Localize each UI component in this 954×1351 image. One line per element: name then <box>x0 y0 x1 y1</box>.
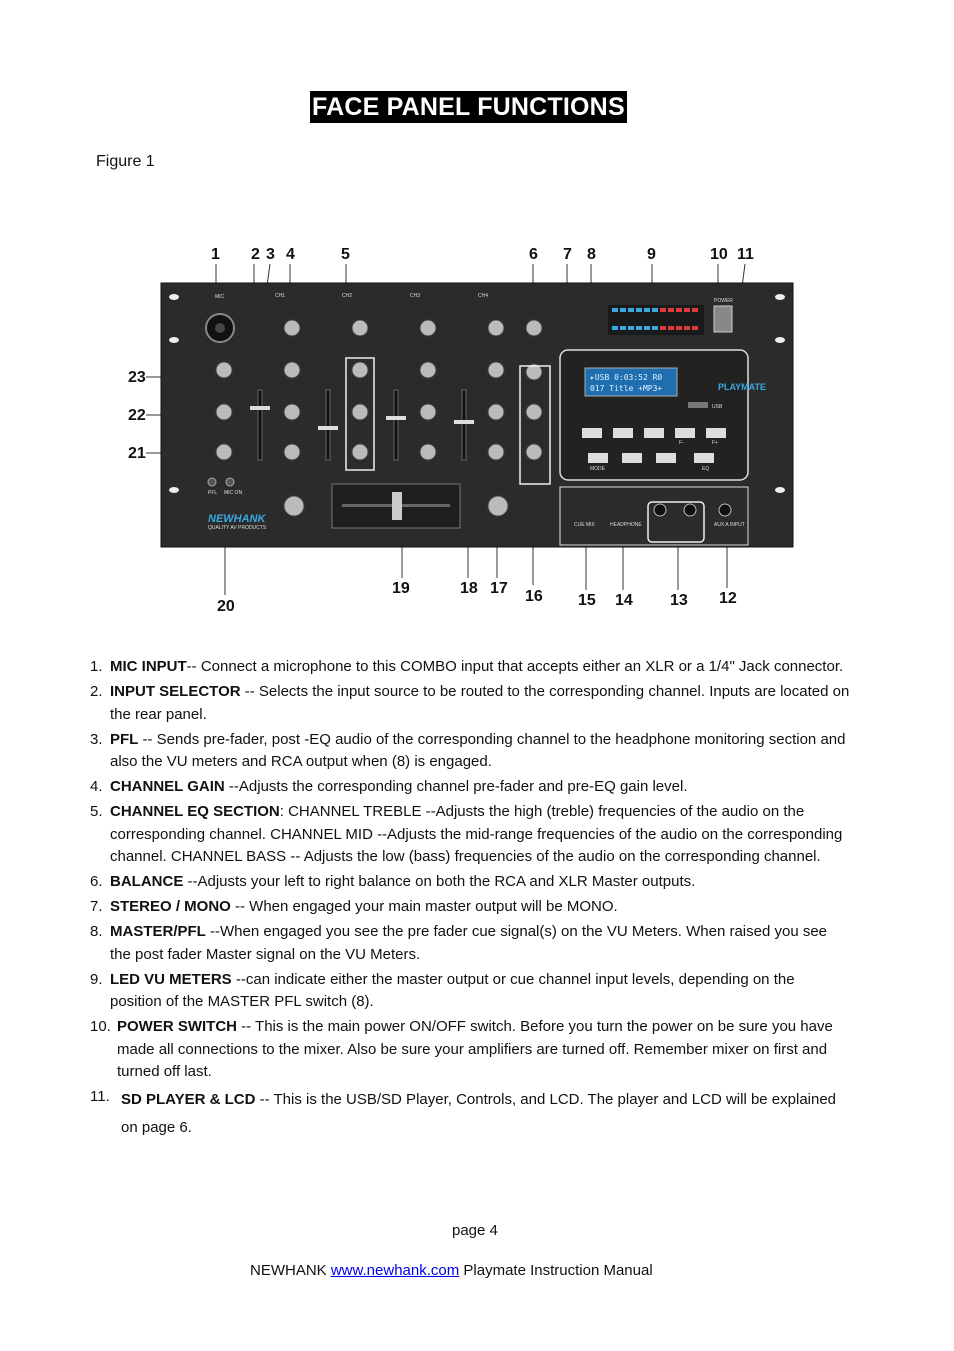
brand-sub: QUALITY AV PRODUCTS <box>208 525 267 531</box>
lcd-line-1: ▸USB 0:03:52 R0 <box>590 373 663 382</box>
mic-on-label: MIC ON <box>224 490 243 496</box>
lcd-line-2: 017 Title +MP3+ <box>590 384 663 393</box>
list-item: 11. SD PLAYER & LCD -- This is the USB/SD Player, Controls, and LCD. The player and LCD will be explained on page 6. <box>90 1088 837 1136</box>
pfl-label: PFL <box>208 490 218 496</box>
aux-input-label: AUX A INPUT <box>714 522 745 528</box>
callout-7: 7 <box>563 246 572 263</box>
ch4-label: CH4 <box>478 293 489 299</box>
f-minus-label: F- <box>679 440 684 446</box>
eq-label: EQ <box>702 466 710 472</box>
f-plus-label: F+ <box>712 440 718 446</box>
function-list <box>90 656 850 1145</box>
callout-10: 10 <box>710 246 728 263</box>
callout-13: 13 <box>670 592 688 609</box>
callout-6: 6 <box>529 246 538 263</box>
footer-brand: NEWHANK <box>250 1262 327 1279</box>
callout-22: 22 <box>128 407 146 424</box>
callout-4: 4 <box>286 246 295 263</box>
page-number: page 4 <box>452 1222 498 1239</box>
footer <box>250 1262 653 1279</box>
callout-16: 16 <box>525 588 543 605</box>
figure-label: Figure 1 <box>96 153 155 170</box>
callout-15: 15 <box>578 592 596 609</box>
callout-19: 19 <box>392 580 410 597</box>
list-item: 1. MIC INPUT-- Connect a microphone to this COMBO input that accepts either an XLR or a 1/4" Jack connector. <box>90 658 844 675</box>
brand-logo: NEWHANK <box>208 513 266 525</box>
list-item: 9. LED VU METERS --can indicate either the master output or cue channel input levels, depending on the position of the MASTER PFL switch (8). <box>90 970 795 1010</box>
list-item: 3. PFL -- Sends pre-fader, post -EQ audio of the corresponding channel to the headphone monitoring section and also the VU meters and RCA output when (8) is engaged. <box>90 730 846 770</box>
callout-17: 17 <box>490 580 508 597</box>
callout-23: 23 <box>128 369 146 386</box>
list-item: 7. STEREO / MONO -- When engaged your main master output will be MONO. <box>90 898 618 915</box>
list-item: 2. INPUT SELECTOR -- Selects the input source to be routed to the corresponding channel. Inputs are located on the rear panel. <box>90 683 850 723</box>
callout-3: 3 <box>266 246 275 263</box>
list-item: 10. POWER SWITCH -- This is the main power ON/OFF switch. Before you turn the power on be sure you have made all connections to the mixer. Also be sure your amplifiers are turned off. Remember mixer on first and turned off last. <box>90 1018 833 1080</box>
callout-20: 20 <box>217 598 235 615</box>
list-item: 5. CHANNEL EQ SECTION: CHANNEL TREBLE --Adjusts the high (treble) frequencies of the audio on the corresponding channel. CHANNEL MID --Adjusts the mid-range frequencies of the audio on the corresponding channel. CHANNEL BASS -- Adjusts the low (bass) frequencies of the audio on the corresponding channel. <box>90 803 843 865</box>
playmate-logo: PLAYMATE <box>718 382 767 392</box>
list-item: 6. BALANCE --Adjusts your left to right balance on both the RCA and XLR Master outputs. <box>90 873 696 890</box>
callout-18: 18 <box>460 580 478 597</box>
cue-mix-label: CUE MIX <box>574 522 595 528</box>
headphone-label: HEADPHONE <box>610 522 642 528</box>
callout-14: 14 <box>615 592 633 609</box>
mode-label: MODE <box>590 466 605 472</box>
callout-9: 9 <box>647 246 656 263</box>
callout-2: 2 <box>251 246 260 263</box>
callout-12: 12 <box>719 590 737 607</box>
ch3-label: CH3 <box>410 293 421 299</box>
ch2-label: CH2 <box>342 293 353 299</box>
callout-21: 21 <box>128 445 146 462</box>
mixer-panel-illustration <box>120 240 820 620</box>
list-item: 4. CHANNEL GAIN --Adjusts the corresponding channel pre-fader and pre-EQ gain level. <box>90 778 688 795</box>
callout-5: 5 <box>341 246 350 263</box>
ch1-label: CH1 <box>275 293 286 299</box>
mic-label: MIC <box>215 294 225 300</box>
power-label: POWER <box>714 298 733 304</box>
footer-website-link[interactable]: www.newhank.com <box>330 1262 460 1279</box>
list-item: 8. MASTER/PFL --When engaged you see the pre fader cue signal(s) on the VU Meters. When raised you see the post fader Master signal on the VU Meters. <box>90 923 828 963</box>
callout-1: 1 <box>211 246 220 263</box>
callout-8: 8 <box>587 246 596 263</box>
callout-11: 11 <box>737 246 754 263</box>
footer-suffix: Playmate Instruction Manual <box>463 1262 653 1279</box>
usb-label: USB <box>712 404 723 410</box>
page-title: FACE PANEL FUNCTIONS <box>312 93 625 121</box>
face-panel-figure <box>120 240 820 620</box>
